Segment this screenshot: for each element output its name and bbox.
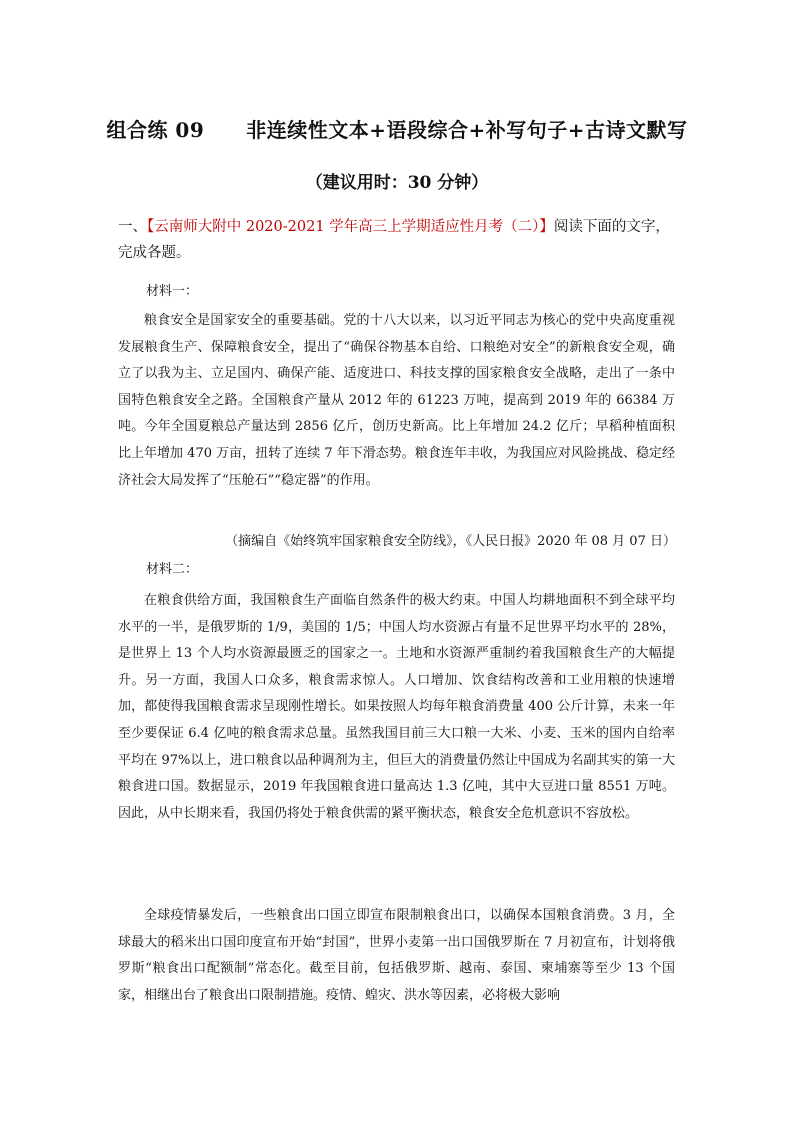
title-exercise-number: 组合练 09 [106, 118, 205, 142]
material1-body [118, 308, 675, 494]
material1-paragraph: 粮食安全是国家安全的重要基础。党的十八大以来，以习近平同志为核心的党中央高度重视发展粮食生产、保障粮食安全，提出了“确保谷物基本自给、口粮绝对安全”的新粮食安全观，确立了以我为主、立足国内、确保产能、适度进口、科技支撑的国家粮食安全战略，走出了一条中国特色粮食安全之路。全国粮食产量从 2012 年的 61223 万吨，提高到 2019 年的 66384 万吨。今年全国夏粮总产量达到 2856 亿斤，创历史新高。比上年增加 24.2 亿斤；早稻种植面积比上年增加 470 万亩，扭转了连续 7 年下滑态势。粮食连年丰收，为我国应对风险挑战、稳定经济社会大局发挥了“压舱石”“稳定器”的作用。 [118, 313, 675, 488]
question-source: 【云南师大附中 2020-2021 学年高三上学期适应性月考（二）】 [147, 219, 554, 235]
time-suggestion: （建议用时：30 分钟） [305, 173, 489, 193]
material2-label: 材料二： [146, 562, 199, 577]
material1-citation: （摘编自《始终筑牢国家粮食安全防线》，《人民日报》2020 年 08 月 07 日） [225, 534, 676, 549]
question-instruction: 阅读下面的文字，完成各题。 [118, 219, 670, 261]
material1-label: 材料一： [146, 284, 199, 299]
title-topic: 非连续性文本+语段综合+补写句子+古诗文默写 [246, 118, 688, 142]
material2-body-continued [118, 903, 675, 1009]
material2-body [118, 588, 675, 827]
material2-paragraph-2: 全球疫情暴发后，一些粮食出口国立即宣布限制粮食出口，以确保本国粮食消费。3 月，全球最大的稻米出口国印度宣布开始“封国”，世界小麦第一出口国俄罗斯在 7 月初宣布，计划将俄罗斯“粮食出口配额制”常态化。截至目前，包括俄罗斯、越南、泰国、柬埔寨等至少 13 个国家，相继出台了粮食出口限制措施。疫情、蝗灾、洪水等因素，必将极大影响 [118, 908, 675, 1003]
page-title [0, 114, 794, 143]
question-intro [118, 214, 678, 266]
question-number: 一、 [118, 219, 147, 235]
material2-paragraph-1: 在粮食供给方面，我国粮食生产面临自然条件的极大约束。中国人均耕地面积不到全球平均水平的一半，是俄罗斯的 1/9，美国的 1/5；中国人均水资源占有量不足世界平均水平的 28%，是世界上 13 个人均水资源最匮乏的国家之一。土地和水资源严重制约着我国粮食生产的大幅提升。另一方面，我国人口众多，粮食需求惊人。人口增加、饮食结构改善和工业用粮的快速增加，都使得我国粮食需求呈现刚性增长。如果按照人均每年粮食消费量 400 公斤计算，未来一年至少要保证 6.4 亿吨的粮食需求总量。虽然我国目前三大口粮一大米、小麦、玉米的国内自给率平均在 97%以上，进口粮食以品种调剂为主，但巨大的消费量仍然让中国成为名副其实的第一大粮食进口国。数据显示，2019 年我国粮食进口量高达 1.3 亿吨，其中大豆进口量 8551 万吨。因此，从中长期来看，我国仍将处于粮食供需的紧平衡状态，粮食安全危机意识不容放松。 [118, 593, 675, 821]
